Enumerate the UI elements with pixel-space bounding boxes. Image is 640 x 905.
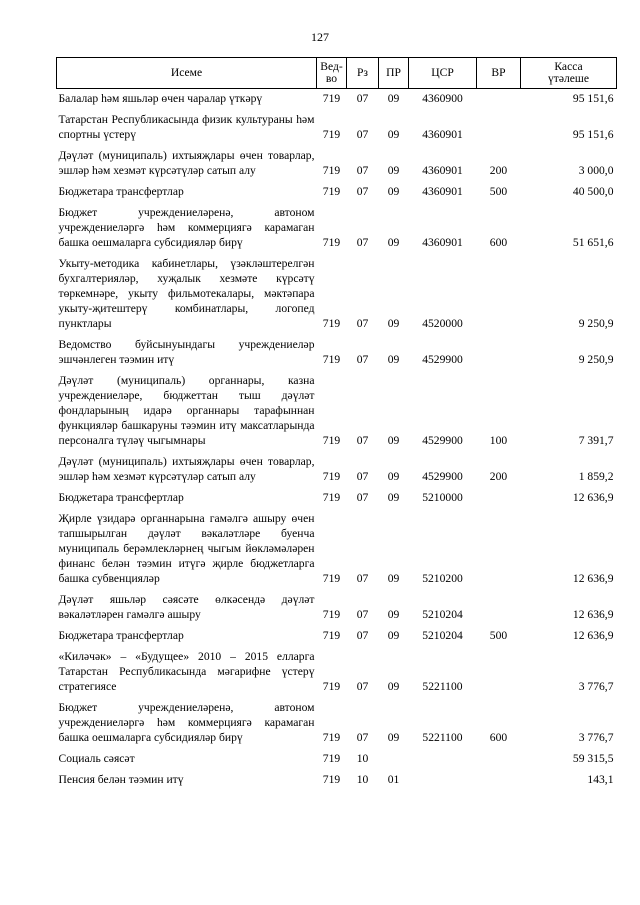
cell-rz: 07 bbox=[356, 92, 369, 105]
cell-name: Ведомство буйсынуындагы учреждениеләр эшчәнлеген тәэмин итү bbox=[58, 338, 315, 366]
cell-name: Дәүләт яшьләр сәясәте өлкәсендә дәүләт вәкаләтләрен гамәлгә ашыру bbox=[58, 593, 315, 621]
cell-vr: 200 bbox=[489, 470, 508, 483]
cell-csr: 5210200 bbox=[422, 572, 463, 585]
cell-dept: 719 bbox=[322, 128, 341, 141]
cell-pr: 09 bbox=[387, 629, 400, 642]
cell-vr bbox=[477, 335, 521, 371]
table-row bbox=[57, 254, 617, 335]
table-row bbox=[57, 452, 617, 488]
cell-dept: 719 bbox=[322, 185, 341, 198]
cell-name: Укыту-методика кабинетлары, үзәкләштерелгән бухгалтерияләр, хуҗалык хезмәте күрсәтү төркемнәре, укыту фильмотекалары, мәктәпара укыту-җитештерү комбинатлары, логопед пунктлары bbox=[58, 257, 315, 330]
cell-amount: 9 250,9 bbox=[578, 317, 614, 330]
cell-dept: 719 bbox=[322, 164, 341, 177]
cell-rz: 07 bbox=[356, 353, 369, 366]
cell-amount: 51 651,6 bbox=[572, 236, 614, 249]
cell-rz: 07 bbox=[356, 470, 369, 483]
cell-amount: 1 859,2 bbox=[578, 470, 614, 483]
cell-vr bbox=[477, 254, 521, 335]
cell-csr bbox=[409, 770, 477, 791]
cell-csr: 4529900 bbox=[422, 470, 463, 483]
cell-name: Бюджет учреждениеләренә, автоном учреждениеләргә һәм коммерциягә карамаган башка оешмаларга субсидияләр бирү bbox=[58, 701, 315, 744]
cell-csr: 4360901 bbox=[422, 185, 463, 198]
header-dept-label: Вед- во bbox=[320, 60, 343, 85]
cell-csr: 4360901 bbox=[422, 128, 463, 141]
header-dept bbox=[317, 58, 347, 89]
cell-rz: 07 bbox=[356, 434, 369, 447]
cell-pr: 01 bbox=[387, 773, 400, 786]
cell-pr: 09 bbox=[387, 236, 400, 249]
cell-csr: 4360900 bbox=[422, 92, 463, 105]
cell-pr: 09 bbox=[387, 680, 400, 693]
cell-pr: 09 bbox=[387, 731, 400, 744]
cell-vr: 600 bbox=[489, 731, 508, 744]
cell-rz: 07 bbox=[356, 491, 369, 504]
cell-csr: 5210000 bbox=[422, 491, 463, 504]
cell-amount: 12 636,9 bbox=[572, 629, 614, 642]
cell-dept: 719 bbox=[322, 491, 341, 504]
table-row bbox=[57, 371, 617, 452]
cell-rz: 07 bbox=[356, 629, 369, 642]
cell-dept: 719 bbox=[322, 470, 341, 483]
table-row bbox=[57, 626, 617, 647]
cell-csr: 5221100 bbox=[422, 680, 463, 693]
cell-vr bbox=[477, 89, 521, 111]
table-row bbox=[57, 590, 617, 626]
cell-rz: 07 bbox=[356, 680, 369, 693]
cell-pr: 09 bbox=[387, 92, 400, 105]
cell-amount: 3 776,7 bbox=[578, 680, 614, 693]
cell-pr: 09 bbox=[387, 185, 400, 198]
table-row bbox=[57, 698, 617, 749]
cell-name: Дәүләт (муниципаль) ихтыяҗлары өчен товарлар, эшләр һәм хезмәт күрсәтүләр сатып алу bbox=[58, 455, 315, 483]
cell-name: Дәүләт (муниципаль) органнары, казна учреждениеләре, бюджеттан тыш дәүләт фондларының идарә органнары тарафыннан функцияләр башкаруны тәэмин итү максатларында персоналга түләү чыгымнары bbox=[58, 374, 315, 447]
cell-amount: 95 151,6 bbox=[572, 92, 614, 105]
cell-csr: 5221100 bbox=[422, 731, 463, 744]
cell-csr bbox=[409, 749, 477, 770]
cell-vr bbox=[477, 590, 521, 626]
cell-vr bbox=[477, 509, 521, 590]
table-row bbox=[57, 335, 617, 371]
cell-name: Бюджет учреждениеләренә, автоном учреждениеләргә һәм коммерциягә карамаган башка оешмаларга субсидияләр бирү bbox=[58, 206, 315, 249]
cell-amount: 3 776,7 bbox=[578, 731, 614, 744]
cell-rz: 07 bbox=[356, 164, 369, 177]
header-rz: Рз bbox=[347, 58, 379, 89]
cell-amount: 59 315,5 bbox=[572, 752, 614, 765]
cell-vr: 100 bbox=[489, 434, 508, 447]
cell-pr: 09 bbox=[387, 434, 400, 447]
cell-rz: 10 bbox=[356, 773, 369, 786]
cell-amount: 95 151,6 bbox=[572, 128, 614, 141]
cell-name: Татарстан Республикасында физик культураны һәм спортны үстерү bbox=[58, 113, 315, 141]
table-row bbox=[57, 770, 617, 791]
cell-rz: 07 bbox=[356, 128, 369, 141]
cell-amount: 7 391,7 bbox=[578, 434, 614, 447]
cell-name: Җирле үзидарә органнарына гамәлгә ашыру өчен тапшырылган дәүләт вәкаләтләре буенча муниципаль берәмлекләрнең чыгым йөкләмәләрен финанс белән тәэмин итүгә җирле бюджетларга башка субвенцияләр bbox=[58, 512, 315, 585]
cell-name: Дәүләт (муниципаль) ихтыяҗлары өчен товарлар, эшләр һәм хезмәт күрсәтүләр сатып алу bbox=[58, 149, 315, 177]
cell-amount: 12 636,9 bbox=[572, 572, 614, 585]
cell-name: Бюджетара трансфертлар bbox=[58, 185, 184, 198]
cell-dept: 719 bbox=[322, 317, 341, 330]
cell-name: Пенсия белән тәэмин итү bbox=[58, 773, 184, 786]
cell-amount: 143,1 bbox=[587, 773, 614, 786]
cell-dept: 719 bbox=[322, 629, 341, 642]
cell-vr bbox=[477, 647, 521, 698]
table-row bbox=[57, 749, 617, 770]
cell-csr: 4520000 bbox=[422, 317, 463, 330]
cell-vr bbox=[477, 110, 521, 146]
cell-vr: 600 bbox=[489, 236, 508, 249]
cell-amount: 3 000,0 bbox=[578, 164, 614, 177]
table-row bbox=[57, 146, 617, 182]
cell-dept: 719 bbox=[322, 608, 341, 621]
table-row bbox=[57, 203, 617, 254]
cell-rz: 07 bbox=[356, 236, 369, 249]
table-row bbox=[57, 89, 617, 111]
cell-csr: 5210204 bbox=[422, 608, 463, 621]
cell-dept: 719 bbox=[322, 434, 341, 447]
table-row bbox=[57, 509, 617, 590]
cell-vr bbox=[477, 749, 521, 770]
cell-rz: 07 bbox=[356, 185, 369, 198]
cell-amount: 9 250,9 bbox=[578, 353, 614, 366]
cell-dept: 719 bbox=[322, 680, 341, 693]
cell-name: Бюджетара трансфертлар bbox=[58, 629, 184, 642]
cell-name: Балалар һәм яшьләр өчен чаралар үткәрү bbox=[58, 92, 263, 105]
table-row bbox=[57, 647, 617, 698]
cell-name: Социаль сәясәт bbox=[58, 752, 135, 765]
header-pr: ПР bbox=[379, 58, 409, 89]
cell-dept: 719 bbox=[322, 236, 341, 249]
cell-vr: 200 bbox=[489, 164, 508, 177]
cell-pr: 09 bbox=[387, 608, 400, 621]
cell-pr: 09 bbox=[387, 491, 400, 504]
cell-amount: 12 636,9 bbox=[572, 491, 614, 504]
cell-dept: 719 bbox=[322, 572, 341, 585]
cell-pr: 09 bbox=[387, 317, 400, 330]
cell-csr: 4529900 bbox=[422, 353, 463, 366]
cell-csr: 4529900 bbox=[422, 434, 463, 447]
cell-vr bbox=[477, 488, 521, 509]
cell-pr: 09 bbox=[387, 470, 400, 483]
cell-dept: 719 bbox=[322, 353, 341, 366]
cell-name: Бюджетара трансфертлар bbox=[58, 491, 184, 504]
cell-pr: 09 bbox=[387, 353, 400, 366]
cell-dept: 719 bbox=[322, 731, 341, 744]
budget-table bbox=[56, 57, 617, 791]
cell-vr: 500 bbox=[489, 629, 508, 642]
page-number: 127 bbox=[311, 30, 329, 44]
cell-name: «Киләчәк» – «Будущее» 2010 – 2015 елларга Татарстан Республикасында мәгарифне үстерү стратегиясе bbox=[58, 650, 315, 693]
cell-vr bbox=[477, 770, 521, 791]
table-row bbox=[57, 182, 617, 203]
cell-dept: 719 bbox=[322, 773, 341, 786]
cell-dept: 719 bbox=[322, 92, 341, 105]
cell-amount: 40 500,0 bbox=[572, 185, 614, 198]
header-vr: ВР bbox=[477, 58, 521, 89]
cell-rz: 07 bbox=[356, 608, 369, 621]
cell-rz: 07 bbox=[356, 317, 369, 330]
cell-pr: 09 bbox=[387, 572, 400, 585]
cell-csr: 5210204 bbox=[422, 629, 463, 642]
table-row bbox=[57, 110, 617, 146]
header-amount-label: Касса үтәлеше bbox=[547, 60, 589, 85]
table-row bbox=[57, 488, 617, 509]
cell-pr: 09 bbox=[387, 164, 400, 177]
cell-amount: 12 636,9 bbox=[572, 608, 614, 621]
header-name: Исеме bbox=[57, 58, 317, 89]
header-csr: ЦСР bbox=[409, 58, 477, 89]
cell-rz: 10 bbox=[356, 752, 369, 765]
cell-dept: 719 bbox=[322, 752, 341, 765]
cell-csr: 4360901 bbox=[422, 236, 463, 249]
cell-csr: 4360901 bbox=[422, 164, 463, 177]
header-amount bbox=[521, 58, 617, 89]
cell-vr: 500 bbox=[489, 185, 508, 198]
cell-rz: 07 bbox=[356, 572, 369, 585]
table-header-row bbox=[57, 58, 617, 89]
cell-pr bbox=[379, 749, 409, 770]
cell-pr: 09 bbox=[387, 128, 400, 141]
cell-rz: 07 bbox=[356, 731, 369, 744]
